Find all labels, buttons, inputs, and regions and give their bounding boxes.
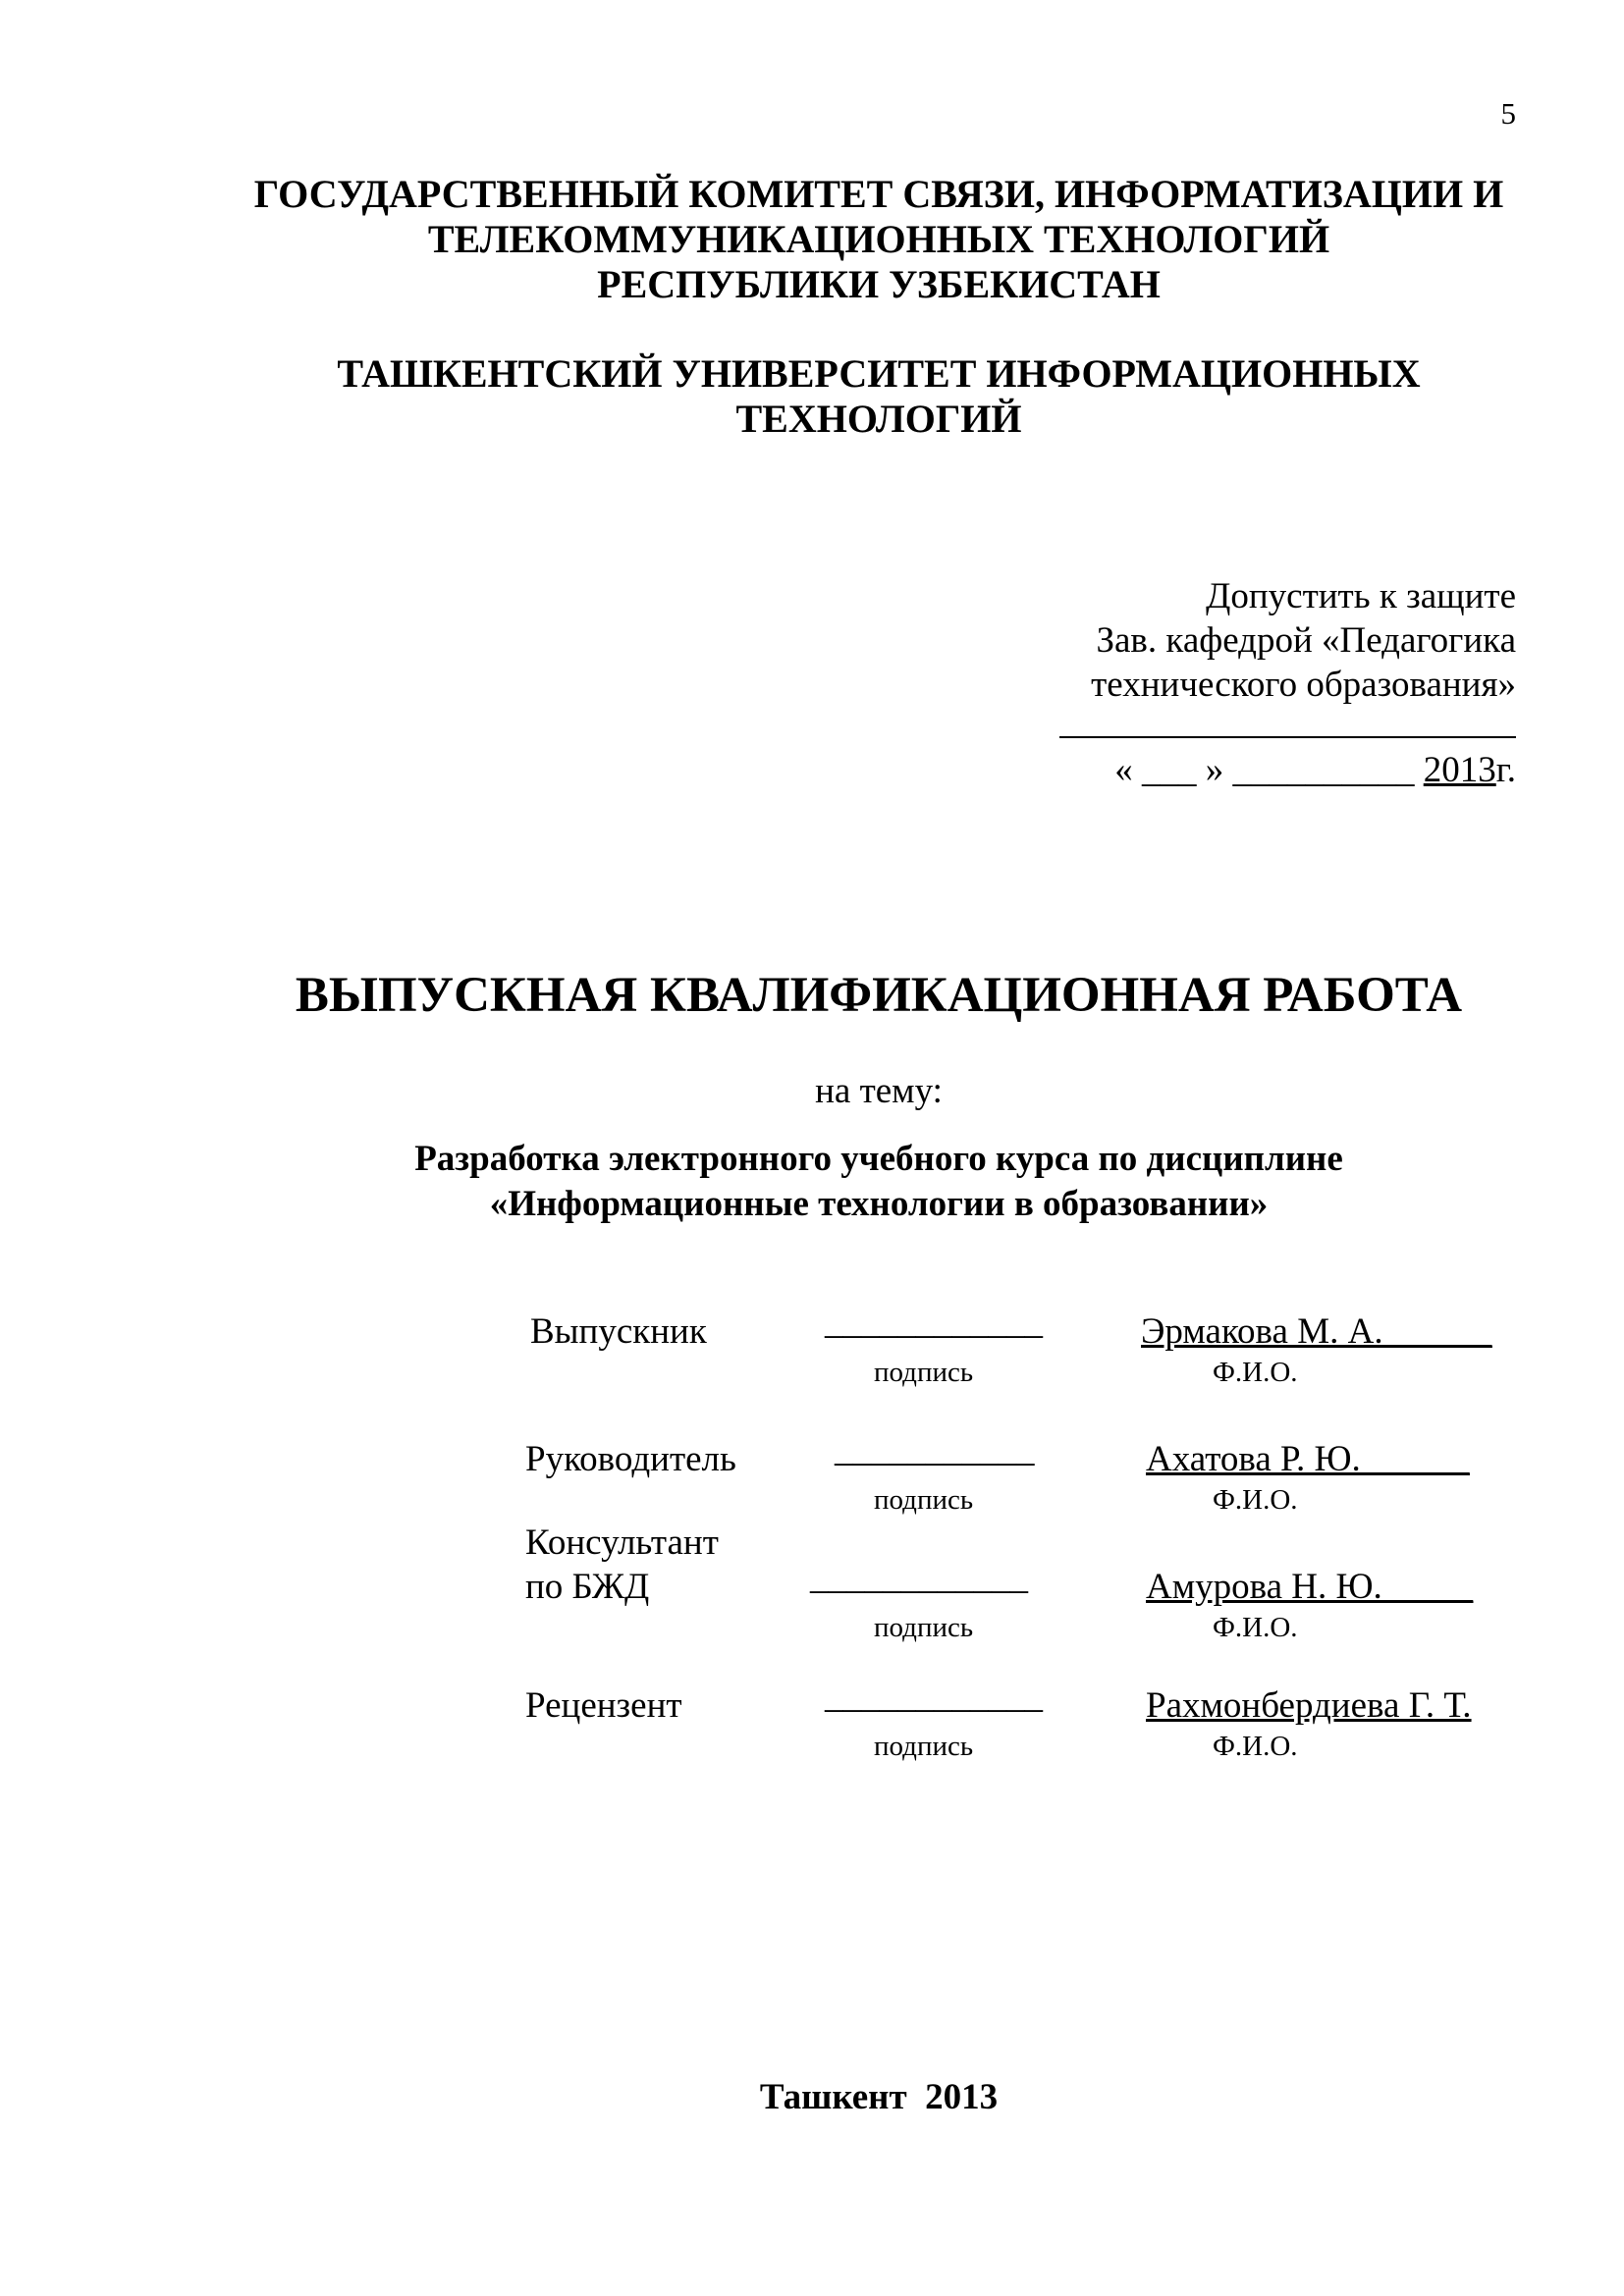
date-month-blank: __________ <box>1232 750 1415 790</box>
reviewer-name-caption: Ф.И.О. <box>1213 1731 1298 1762</box>
on-theme-label: на тему: <box>815 1071 943 1111</box>
consultant-name: Амурова Н. Ю._____ <box>1146 1567 1474 1607</box>
date-close-quote: » <box>1205 750 1224 790</box>
consultant-role-subline: по БЖД <box>525 1567 650 1607</box>
topic-line: «Информационные технологии в образовании» <box>489 1184 1269 1224</box>
ministry-line: ТЕЛЕКОММУНИКАЦИОННЫХ ТЕХНОЛОГИЙ <box>427 217 1330 261</box>
work-title: ВЫПУСКНАЯ КВАЛИФИКАЦИОННАЯ РАБОТА <box>295 968 1463 1023</box>
approval-line: технического образования» <box>1091 665 1516 705</box>
approval-line: Допустить к защите <box>1206 576 1516 616</box>
university-line: ТЕХНОЛОГИЙ <box>735 397 1022 441</box>
reviewer-name: Рахмонбердиева Г. Т. <box>1146 1685 1472 1726</box>
supervisor-signature-line: ___________ <box>835 1429 1035 1469</box>
date-day-blank: ___ <box>1141 750 1197 790</box>
topic-title <box>0 1137 1624 1227</box>
approval-signature-line <box>1059 707 1516 738</box>
ministry-header <box>0 172 1624 307</box>
ministry-line: РЕСПУБЛИКИ УЗБЕКИСТАН <box>597 262 1161 306</box>
supervisor-signature-caption: подпись <box>874 1484 974 1516</box>
university-line: ТАШКЕНТСКИЙ УНИВЕРСИТЕТ ИНФОРМАЦИОННЫХ <box>337 351 1421 396</box>
topic-line: Разработка электронного учебного курса по дисциплине <box>414 1139 1343 1179</box>
consultant-signature-caption: подпись <box>874 1612 974 1643</box>
graduate-name-caption: Ф.И.О. <box>1213 1357 1298 1388</box>
reviewer-role: Рецензент <box>525 1685 682 1726</box>
reviewer-signature-line: ____________ <box>825 1676 1043 1716</box>
consultant-signature-line: ____________ <box>810 1557 1028 1597</box>
supervisor-name: Ахатова Р. Ю.______ <box>1146 1439 1470 1479</box>
reviewer-signature-caption: подпись <box>874 1731 974 1762</box>
graduate-signature-caption: подпись <box>874 1357 974 1388</box>
graduate-name: Эрмакова М. А.______ <box>1141 1311 1492 1352</box>
approval-date <box>1059 748 1516 792</box>
date-suffix: г. <box>1495 750 1516 790</box>
approval-line: Зав. кафедрой «Педагогика <box>1096 620 1516 661</box>
graduate-role: Выпускник <box>530 1311 707 1352</box>
page-number: 5 <box>1500 96 1516 131</box>
date-open-quote: « <box>1114 750 1133 790</box>
university-header <box>0 351 1624 442</box>
city-year: Ташкент 2013 <box>759 2077 999 2117</box>
ministry-line: ГОСУДАРСТВЕННЫЙ КОМИТЕТ СВЯЗИ, ИНФОРМАТИЗАЦИИ И <box>253 172 1504 216</box>
supervisor-role: Руководитель <box>525 1439 736 1479</box>
consultant-name-caption: Ф.И.О. <box>1213 1612 1298 1643</box>
approval-block <box>1059 574 1516 792</box>
consultant-role: Консультант <box>525 1522 719 1563</box>
graduate-signature-line: ____________ <box>825 1302 1043 1342</box>
date-year: 2013 <box>1423 750 1496 790</box>
supervisor-name-caption: Ф.И.О. <box>1213 1484 1298 1516</box>
